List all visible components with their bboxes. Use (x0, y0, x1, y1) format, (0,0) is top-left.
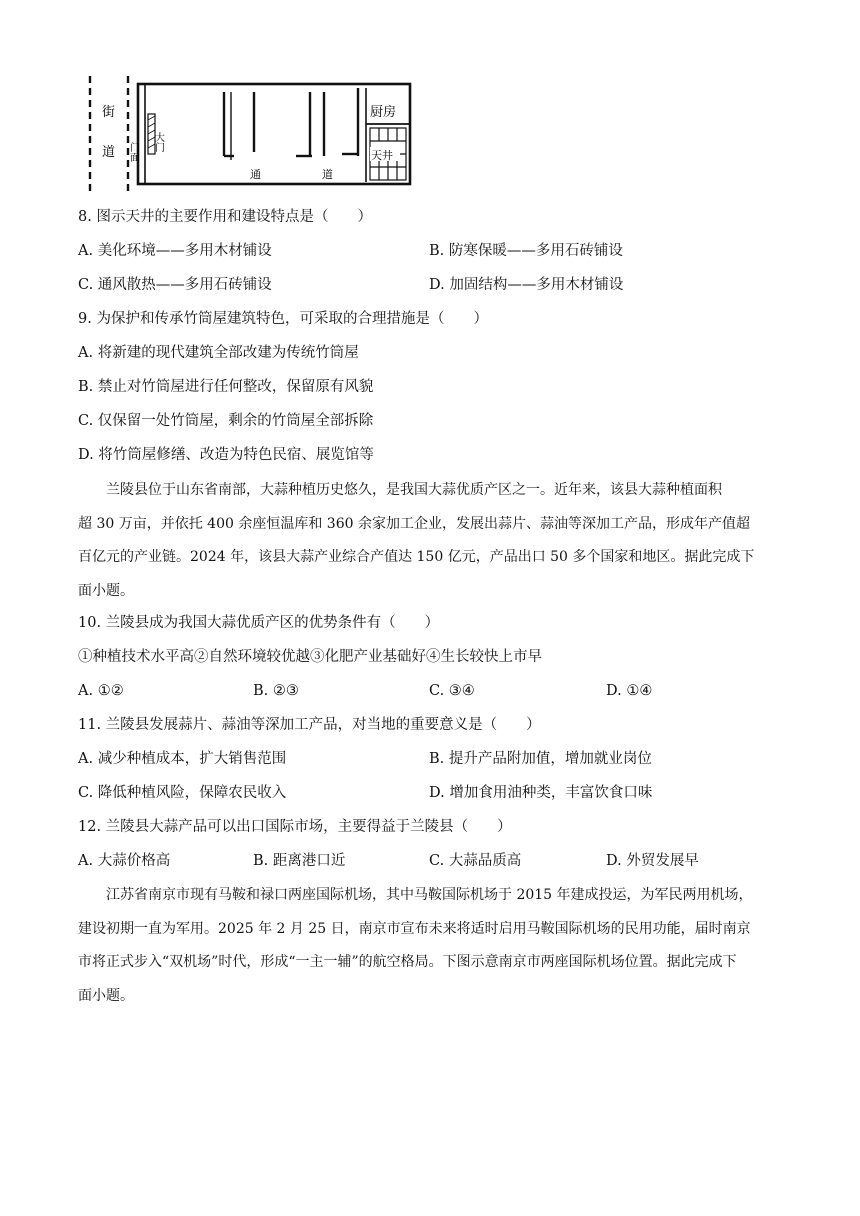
question-10-statements: ①种植技术水平高②自然环境较优越③化肥产业基础好④生长较快上市早 (78, 649, 542, 665)
label-street-1: 街 (102, 105, 116, 120)
garlic-passage-line-2: 超 30 万亩，并依托 400 余座恒温库和 360 余家加工企业，发展出蒜片、蒜油等深加工产品，形成年产值超 (78, 515, 750, 532)
label-passage-1: 通 (250, 168, 261, 181)
question-8-stem: 8. 图示天井的主要作用和建设特点是（ ） (78, 209, 372, 225)
question-11-option-b[interactable]: B. 提升产品附加值，增加就业岗位 (429, 751, 652, 767)
question-12-option-d[interactable]: D. 外贸发展早 (606, 853, 699, 869)
floor-plan-drawing (78, 74, 418, 196)
question-10-option-a[interactable]: A. ①② (78, 683, 124, 699)
garlic-passage (78, 474, 784, 608)
question-8-option-a[interactable]: A. 美化环境——多用木材铺设 (78, 243, 272, 259)
question-12-option-b[interactable]: B. 距离港口近 (253, 853, 346, 869)
label-kitchen: 厨房 (370, 105, 397, 120)
garlic-passage-line-1: 兰陵县位于山东省南部，大蒜种植历史悠久，是我国大蒜优质产区之一。近年来，该县大蒜种植面积 (106, 482, 722, 498)
airport-passage (78, 879, 784, 1013)
question-9-option-b[interactable]: B. 禁止对竹筒屋进行任何整改，保留原有风貌 (78, 379, 374, 395)
question-9-option-c[interactable]: C. 仅保留一处竹筒屋，剩余的竹筒屋全部拆除 (78, 413, 374, 429)
question-10-stem: 10. 兰陵县成为我国大蒜优质产区的优势条件有（ ） (78, 615, 440, 631)
question-12-option-c[interactable]: C. 大蒜品质高 (429, 853, 522, 869)
airport-passage-line-1: 江苏省南京市现有马鞍和禄口两座国际机场，其中马鞍国际机场于 2015 年建成投运，为军民两用机场， (106, 887, 753, 903)
label-passage-2: 道 (322, 168, 333, 181)
label-street-2: 道 (102, 145, 116, 160)
outer-wall (138, 84, 410, 184)
label-courtyard: 天井 (371, 149, 393, 162)
question-10-option-d[interactable]: D. ①④ (606, 683, 653, 699)
question-8-option-d[interactable]: D. 加固结构——多用木材铺设 (429, 277, 624, 293)
label-storefront: 门面 (127, 142, 139, 162)
label-gate: 大门 (152, 132, 164, 152)
question-10-option-c[interactable]: C. ③④ (429, 683, 475, 699)
question-9-option-a[interactable]: A. 将新建的现代建筑全部改建为传统竹筒屋 (78, 345, 359, 361)
question-11-stem: 11. 兰陵县发展蒜片、蒜油等深加工产品，对当地的重要意义是（ ） (78, 717, 541, 733)
question-9-stem: 9. 为保护和传承竹筒屋建筑特色，可采取的合理措施是（ ） (78, 311, 488, 327)
airport-passage-line-2: 建设初期一直为军用。2025 年 2 月 25 日，南京市宣布未来将适时启用马鞍国际机场的民用功能，届时南京 (78, 920, 751, 937)
question-8-option-c[interactable]: C. 通风散热——多用石砖铺设 (78, 277, 272, 293)
question-12-stem: 12. 兰陵县大蒜产品可以出口国际市场，主要得益于兰陵县（ ） (78, 819, 512, 835)
question-11-option-d[interactable]: D. 增加食用油种类，丰富饮食口味 (429, 785, 653, 801)
question-9-option-d[interactable]: D. 将竹筒屋修缮、改造为特色民宿、展览馆等 (78, 447, 374, 463)
question-11-option-a[interactable]: A. 减少种植成本，扩大销售范围 (78, 751, 287, 767)
question-11-option-c[interactable]: C. 降低种植风险，保障农民收入 (78, 785, 287, 801)
airport-passage-line-3: 市将正式步入“双机场”时代，形成“一主一辅”的航空格局。下图示意南京市两座国际机场位置。据此完成下 (78, 954, 737, 971)
garlic-passage-line-4: 面小题。 (78, 582, 134, 599)
bamboo-house-floor-plan (78, 74, 418, 196)
garlic-passage-line-3: 百亿元的产业链。2024 年，该县大蒜产业综合产值达 150 亿元，产品出口 50 多个国家和地区。据此完成下 (78, 549, 755, 566)
question-8-option-b[interactable]: B. 防寒保暖——多用石砖铺设 (429, 243, 623, 259)
question-10-option-b[interactable]: B. ②③ (253, 683, 299, 699)
question-12-option-a[interactable]: A. 大蒜价格高 (78, 853, 171, 869)
airport-passage-line-4: 面小题。 (78, 987, 134, 1004)
